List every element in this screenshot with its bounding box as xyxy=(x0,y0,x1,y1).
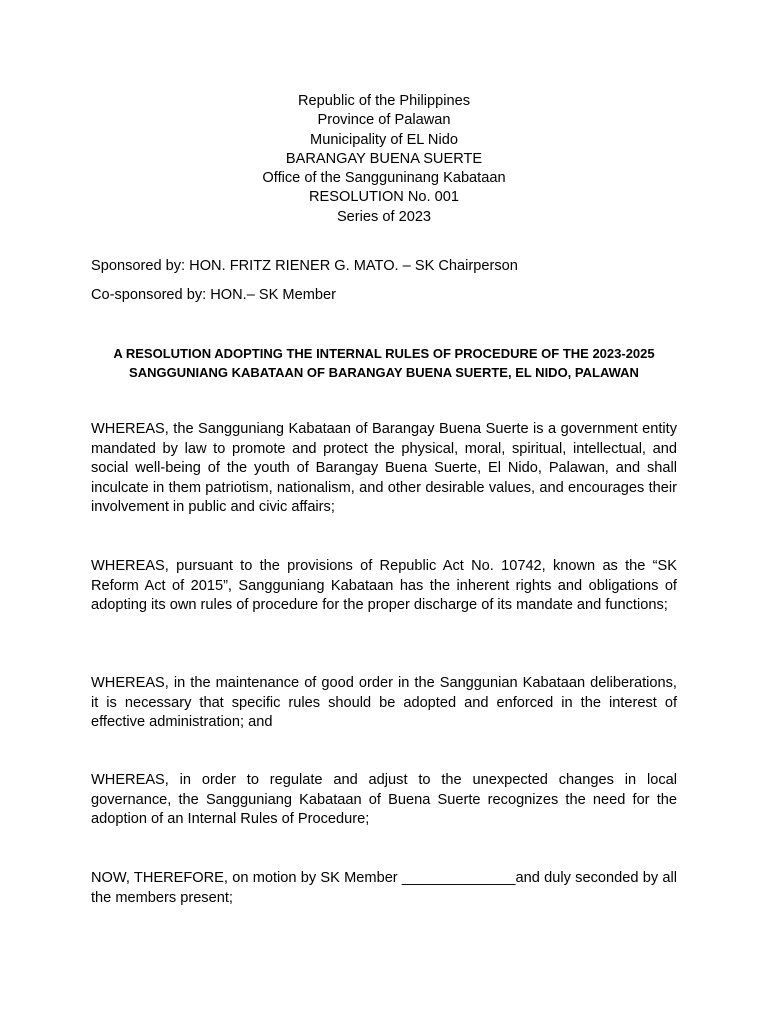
whereas-paragraph-3: WHEREAS, in the maintenance of good order in the Sanggunian Kabataan deliberations, it is necessary that specific rules should be adopted and enforced in the interest of effective administration; and xyxy=(91,675,677,730)
sponsored-by-line: Sponsored by: HON. FRITZ RIENER G. MATO. – SK Chairperson xyxy=(91,258,518,274)
whereas-paragraph-2: WHEREAS, pursuant to the provisions of Republic Act No. 10742, known as the “SK Reform Act of 2015”, Sangguniang Kabataan has the inherent rights and obligations of adopting its own rules of procedure for the proper discharge of its mandate and functions; xyxy=(91,558,677,613)
header-province: Province of Palawan xyxy=(317,112,451,129)
whereas-paragraph-1: WHEREAS, the Sangguniang Kabataan of Barangay Buena Suerte is a government entity mandated by law to promote and protect the physical, moral, spiritual, intellectual, and social well-being of the youth of Barangay Buena Suerte, El Nido, Palawan, and shall inculcate in them patriotism, nationalism, and other desirable values, and encourages their involvement in public and civic affairs; xyxy=(91,421,677,515)
header-office: Office of the Sangguninang Kabataan xyxy=(262,170,506,187)
header-municipality: Municipality of EL Nido xyxy=(310,131,458,148)
co-sponsored-by-line: Co-sponsored by: HON.– SK Member xyxy=(91,287,336,303)
header-republic: Republic of the Philippines xyxy=(298,93,470,109)
resolution-title-line-2: SANGGUNIANG KABATAAN OF BARANGAY BUENA SUERTE, EL NIDO, PALAWAN xyxy=(129,364,639,380)
resolution-title-line-1: A RESOLUTION ADOPTING THE INTERNAL RULES OF PROCEDURE OF THE 2023-2025 xyxy=(113,346,655,361)
whereas-paragraph-4: WHEREAS, in order to regulate and adjust to the unexpected changes in local governance, the Sangguniang Kabataan of Buena Suerte recognizes the need for the adoption of an Internal Rules of Procedure; xyxy=(91,772,677,827)
header-resolution-number: RESOLUTION No. 001 xyxy=(308,189,460,206)
header-series: Series of 2023 xyxy=(336,208,432,225)
header-barangay: BARANGAY BUENA SUERTE xyxy=(285,150,483,167)
document-header xyxy=(0,92,768,227)
resolution-title xyxy=(60,345,708,382)
now-therefore-paragraph: NOW, THEREFORE, on motion by SK Member ______________and duly seconded by all the members present; xyxy=(91,870,677,906)
